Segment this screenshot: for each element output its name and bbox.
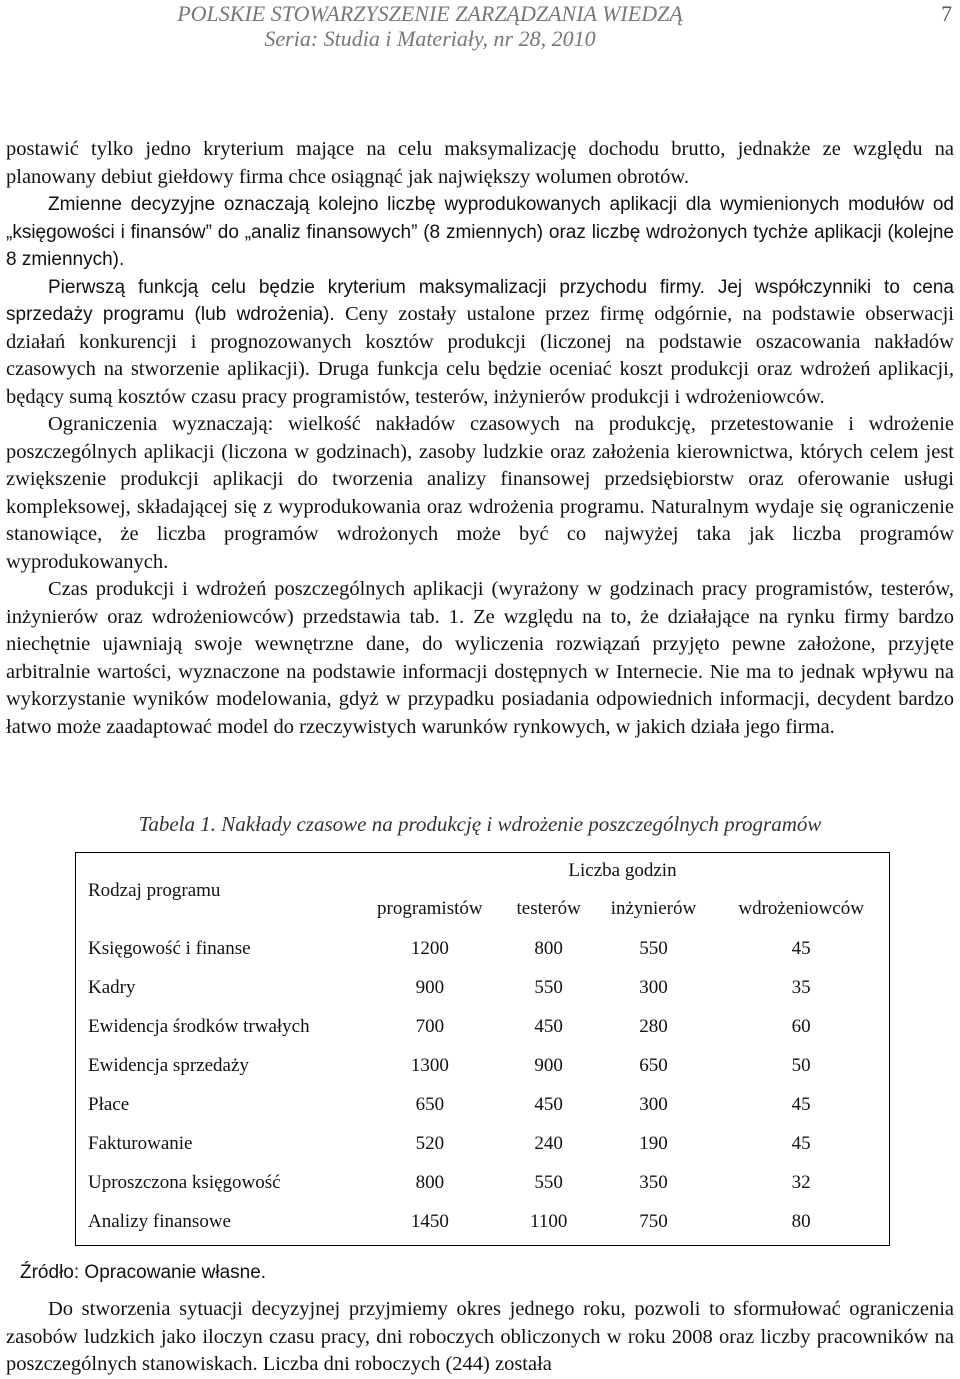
- table-row: [76, 1202, 889, 1241]
- table-row: [76, 1007, 889, 1046]
- table-row: [76, 1085, 889, 1124]
- hours-cell: 900: [534, 1054, 563, 1076]
- hours-cell: 45: [791, 937, 811, 959]
- hours-cell: 350: [639, 1171, 668, 1193]
- hours-cell: 240: [534, 1132, 563, 1154]
- hours-cell: 190: [639, 1132, 668, 1154]
- paragraph-3: [6, 274, 954, 412]
- hours-cell: 35: [791, 976, 811, 998]
- paragraph-2: Zmienne decyzyjne oznaczają kolejno liczbę wyprodukowanych aplikacji dla wymienionych modułów od „księgowości i finansów” do „analiz finansowych” (8 zmiennych) oraz liczbę wdrożonych tychże aplikacji (kolejne 8 zmiennych).: [6, 194, 954, 270]
- header-society-name: POLSKIE STOWARZYSZENIE ZARZĄDZANIA WIEDZĄ: [177, 1, 683, 26]
- running-header: [0, 0, 960, 60]
- hours-cell: 280: [639, 1015, 668, 1037]
- closing-text: [6, 1296, 954, 1379]
- table-row: [76, 1124, 889, 1163]
- column-header: testerów: [516, 898, 581, 919]
- hours-cell: 300: [639, 1093, 668, 1115]
- table-row: [76, 1163, 889, 1202]
- table-row: [76, 929, 889, 968]
- program-name-cell: Ewidencja sprzedaży: [88, 1054, 249, 1076]
- table-source: Źródło: Opracowanie własne.: [20, 1262, 267, 1283]
- hours-cell: 45: [791, 1093, 811, 1115]
- hours-cell: 45: [791, 1132, 811, 1154]
- table-caption: Tabela 1. Nakłady czasowe na produkcję i wdrożenie poszczególnych programów: [138, 812, 822, 836]
- paragraph-4: Ograniczenia wyznaczają: wielkość nakładów czasowych na produkcję, przetestowanie i wdrożenie poszczególnych aplikacji (liczona w godzinach), zasoby ludzkie oraz założenia kierownictwa, których celem jest zwiększenie produkcji aplikacji do tworzenia analizy finansowej przedsiębiorstw oraz oferowanie usługi kompleksowej, składającej się z wyprodukowania oraz wdrożenia programu. Naturalnym wydaje się ograniczenie stanowiące, że liczba programów wdrożonych może być co najwyżej taka jak liczba programów wyprodukowanych.: [6, 413, 954, 573]
- program-name-cell: Kadry: [88, 976, 136, 998]
- time-requirements-table: [75, 852, 890, 1246]
- hours-cell: 750: [639, 1210, 668, 1232]
- body-text: [6, 136, 954, 741]
- paragraph-1: postawić tylko jedno kryterium mające na celu maksymalizację dochodu brutto, jednakże ze względu na planowany debiut giełdowy firma chce osiągnąć jak największy wolumen obrotów.: [6, 138, 954, 188]
- hours-cell: 800: [415, 1171, 445, 1193]
- group-header: Liczba godzin: [568, 860, 677, 881]
- hours-cell: 50: [791, 1054, 811, 1076]
- table-row: [76, 1046, 889, 1085]
- row-header: Rodzaj programu: [88, 880, 221, 901]
- program-name-cell: Księgowość i finanse: [88, 937, 251, 959]
- hours-cell: 1200: [410, 937, 449, 959]
- closing-paragraph: Do stworzenia sytuacji decyzyjnej przyjmiemy okres jednego roku, pozwoli to sformułować ograniczenia zasobów ludzkich jako iloczyn czasu pracy, dni roboczych obliczonych w roku 2008 oraz liczby pracowników na poszczególnych stanowiskach. Liczba dni roboczych (244) została: [6, 1298, 954, 1375]
- hours-cell: 80: [791, 1210, 811, 1232]
- column-header: wdrożeniowców: [738, 898, 864, 919]
- hours-cell: 1100: [530, 1210, 568, 1232]
- program-name-cell: Fakturowanie: [88, 1132, 193, 1154]
- hours-cell: 700: [415, 1015, 445, 1037]
- column-header: inżynierów: [610, 898, 697, 919]
- paragraph-3-rest: Ceny zostały ustalone przez firmę odgórnie, na podstawie obserwacji działań konkurencji i prognozowanych kosztów produkcji (liczonej na podstawie oszacowania nakładów czasowych na stworzenie aplikacji). Druga funkcja celu będzie oceniać koszt produkcji oraz wdrożeń aplikacji, będący sumą kosztów czasu pracy programistów, testerów, inżynierów produkcji i wdrożeniowców.: [6, 303, 955, 408]
- hours-cell: 300: [639, 976, 668, 998]
- page-number: 7: [941, 1, 952, 26]
- program-name-cell: Ewidencja środków trwałych: [88, 1015, 310, 1037]
- hours-cell: 60: [791, 1015, 811, 1037]
- paragraph-3-lead: Pierwszą funkcją celu będzie kryterium maksymalizacji przychodu firmy. Jej współczynniki to cena sprzedaży programu (lub wdrożenia).: [6, 276, 954, 325]
- hours-cell: 520: [415, 1132, 445, 1154]
- header-series: Seria: Studia i Materiały, nr 28, 2010: [264, 26, 596, 51]
- hours-cell: 900: [415, 976, 445, 998]
- paragraph-5: Czas produkcji i wdrożeń poszczególnych aplikacji (wyrażony w godzinach pracy programistów, testerów, inżynierów oraz wdrożeniowców) przedstawia tab. 1. Ze względu na to, że działające na rynku firmy bardzo niechętnie ujawniają swoje wewnętrzne dane, do wyliczenia rozwiązań przyjęto pewne założone, przyjęte arbitralnie wartości, wyznaczone na podstawie informacji dostępnych w Internecie. Nie ma to jednak wpływu na wykorzystanie wyników modelowania, gdyż w przypadku posiadania odpowiednich informacji, decydent bardzo łatwo może zaadaptować model do rzeczywistych warunków rynkowych, w jakich działa jego firma.: [6, 578, 954, 738]
- hours-cell: 650: [639, 1054, 668, 1076]
- hours-cell: 550: [534, 976, 563, 998]
- table-row: [76, 968, 889, 1007]
- program-name-cell: Uproszczona księgowość: [88, 1171, 281, 1193]
- hours-cell: 450: [534, 1093, 563, 1115]
- column-header: programistów: [377, 898, 483, 919]
- hours-cell: 450: [534, 1015, 563, 1037]
- hours-cell: 550: [639, 937, 668, 959]
- hours-cell: 550: [534, 1171, 563, 1193]
- hours-cell: 1300: [410, 1054, 449, 1076]
- hours-cell: 1450: [410, 1210, 449, 1232]
- hours-cell: 32: [791, 1171, 811, 1193]
- hours-cell: 800: [534, 937, 563, 959]
- hours-cell: 650: [415, 1093, 445, 1115]
- program-name-cell: Analizy finansowe: [88, 1210, 231, 1232]
- program-name-cell: Płace: [88, 1093, 130, 1115]
